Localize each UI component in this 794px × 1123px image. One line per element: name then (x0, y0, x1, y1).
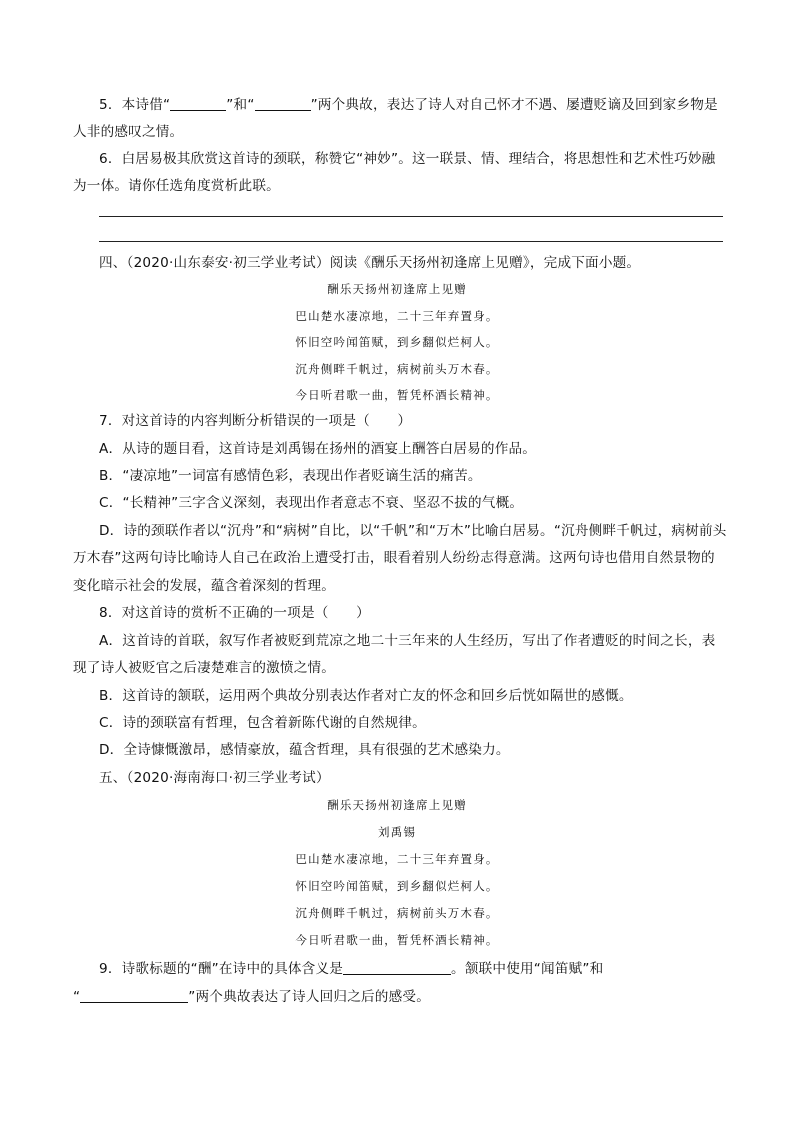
question-9-text: 。颔联中使用“闻笛赋”和 (451, 961, 604, 977)
poem-title: 酬乐天扬州初逢席上见赠 (327, 798, 467, 812)
question-9-text: ”两个典故表达了诗人回归之后的感受。 (188, 989, 430, 1005)
option-d-continued: 变化暗示社会的发展，蕴含着深刻的哲理。 (73, 578, 336, 594)
answer-line[interactable] (99, 216, 723, 217)
poem-line: 沉舟侧畔千帆过，病树前头万木春。 (295, 362, 499, 376)
question-9-text: “ (73, 989, 81, 1005)
poem-line: 沉舟侧畔千帆过，病树前头万木春。 (295, 906, 499, 920)
poem-line: 怀旧空吟闻笛赋，到乡翻似烂柯人。 (295, 879, 499, 893)
option-d-continued: 万木春”这两句诗比喻诗人自己在政治上遭受打击，眼看着别人纷纷志得意满。这两句诗也借用自然景物的 (73, 550, 715, 566)
section-5-heading: 五、（2020·海南海口·初三学业考试） (99, 770, 330, 786)
question-9-continued (73, 988, 723, 1006)
question-5-text: ”两个典故，表达了诗人对自己怀才不遇、屡遭贬谪及回到家乡物是 (310, 97, 718, 113)
poem-line: 巴山楚水凄凉地，二十三年弃置身。 (295, 309, 499, 323)
poem-line: 怀旧空吟闻笛赋，到乡翻似烂柯人。 (295, 335, 499, 349)
option-d: D．全诗慷慨激昂，感情豪放，蕴含哲理，具有很强的艺术感染力。 (99, 742, 510, 758)
option-a-continued: 现了诗人被贬官之后凄楚难言的激愤之情。 (73, 660, 336, 676)
question-9 (99, 960, 723, 978)
question-9-text: 9．诗歌标题的“酬”在诗中的具体含义是 (99, 961, 344, 977)
option-d: D．诗的颈联作者以“沉舟”和“病树”自比，以“千帆”和“万木”比喻白居易。“沉舟侧畔千帆过，病树前头 (99, 523, 727, 539)
question-5-text: 5．本诗借“ (99, 97, 171, 113)
answer-blank[interactable] (255, 96, 311, 111)
answer-blank[interactable] (80, 988, 188, 1003)
poem-line: 今日听君歌一曲，暂凭杯酒长精神。 (295, 933, 499, 947)
option-b: B．这首诗的颔联，运用两个典故分别表达作者对亡友的怀念和回乡后恍如隔世的感慨。 (99, 688, 633, 704)
question-8-stem: 8．对这首诗的赏析不正确的一项是（ ） (99, 605, 370, 621)
answer-blank[interactable] (343, 960, 451, 975)
poem-title: 酬乐天扬州初逢席上见赠 (327, 282, 467, 296)
section-4-heading: 四、（2020·山东泰安·初三学业考试）阅读《酬乐天扬州初逢席上见赠》，完成下面小题。 (99, 255, 641, 271)
option-b: B．“凄凉地”一词富有感情色彩，表现出作者贬谪生活的痛苦。 (99, 468, 482, 484)
question-5 (99, 96, 723, 114)
question-5-continued: 人非的感叹之情。 (73, 124, 184, 140)
answer-blank[interactable] (170, 96, 226, 111)
question-5-text: ”和“ (226, 97, 255, 113)
question-7-stem: 7．对这首诗的内容判断分析错误的一项是（ ） (99, 413, 412, 429)
option-c: C．“长精神”三字含义深刻，表现出作者意志不衰、坚忍不拔的气概。 (99, 495, 524, 511)
poem-line: 今日听君歌一曲，暂凭杯酒长精神。 (295, 388, 499, 402)
option-a: A．从诗的题目看，这首诗是刘禹锡在扬州的酒宴上酬答白居易的作品。 (99, 441, 537, 457)
question-6: 6．白居易极其欣赏这首诗的颈联，称赞它“神妙”。这一联景、情、理结合，将思想性和艺术性巧妙融 (99, 151, 716, 167)
option-c: C．诗的颈联富有哲理，包含着新陈代谢的自然规律。 (99, 715, 426, 731)
answer-line[interactable] (99, 241, 723, 242)
question-6-continued: 为一体。请你任选角度赏析此联。 (73, 178, 280, 194)
option-a: A．这首诗的首联，叙写作者被贬到荒凉之地二十三年来的人生经历，写出了作者遭贬的时间之长，表 (99, 633, 716, 649)
poem-line: 巴山楚水凄凉地，二十三年弃置身。 (295, 852, 499, 866)
poem-author: 刘禹锡 (377, 825, 417, 839)
